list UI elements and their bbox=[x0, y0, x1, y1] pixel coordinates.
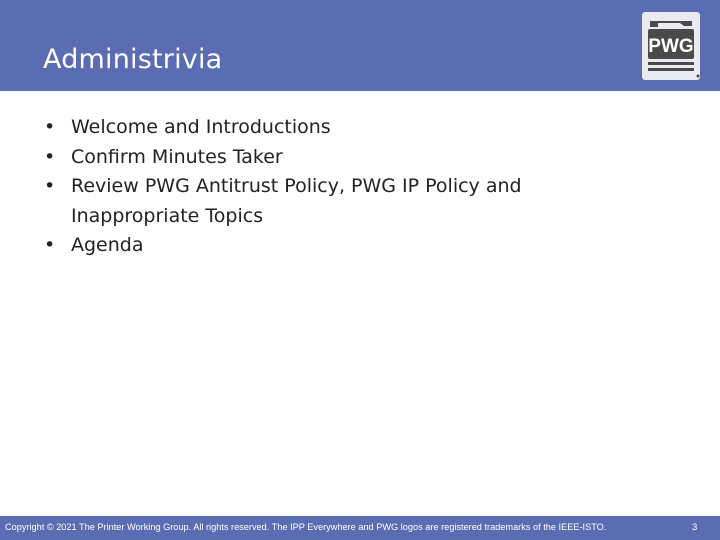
copyright-text: Copyright © 2021 The Printer Working Group. All rights reserved. The IPP Everywhere and PWG logos are registered trademarks of the IEEE-ISTO. bbox=[5, 522, 607, 532]
bullet-text: Review PWG Antitrust Policy, PWG IP Policy and Inappropriate Topics bbox=[71, 175, 522, 227]
bullet-list bbox=[44, 113, 644, 261]
bullet-item bbox=[44, 143, 644, 173]
bullet-marker: • bbox=[44, 116, 56, 138]
bullet-text: Agenda bbox=[71, 234, 144, 256]
slide-header bbox=[0, 0, 720, 91]
pwg-printer-logo-icon bbox=[640, 12, 702, 82]
bullet-item bbox=[44, 113, 644, 143]
pwg-logo bbox=[640, 12, 702, 82]
slide-footer bbox=[0, 516, 720, 540]
bullet-marker: • bbox=[44, 175, 56, 197]
bullet-text: Welcome and Introductions bbox=[71, 116, 331, 138]
bullet-marker: • bbox=[44, 234, 56, 256]
bullet-marker: • bbox=[44, 145, 56, 168]
bullet-item bbox=[44, 231, 644, 261]
slide-title: Administrivia bbox=[43, 44, 223, 75]
bullet-item bbox=[44, 172, 644, 231]
logo-text: PWG bbox=[648, 36, 694, 57]
page-number: 3 bbox=[692, 522, 698, 533]
bullet-text: Confirm Minutes Taker bbox=[71, 145, 283, 168]
